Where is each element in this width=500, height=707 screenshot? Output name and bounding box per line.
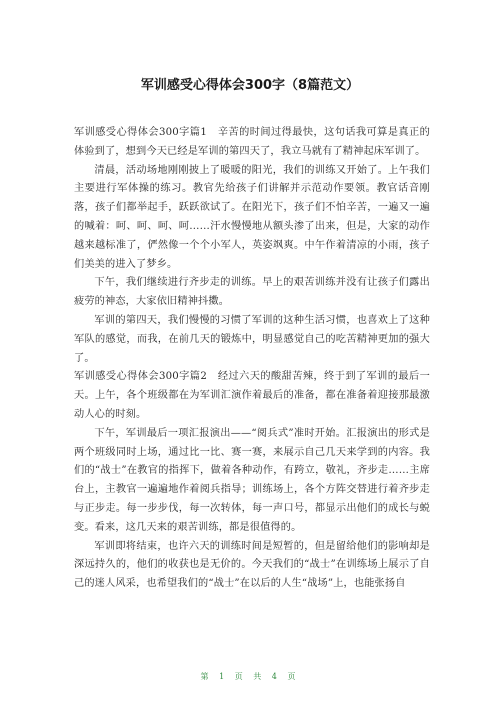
paragraph-3: 下午，我们继续进行齐步走的训练。早上的艰苦训练并没有让孩子们露出疲劳的神态，大家依旧精神抖擞。 <box>74 277 430 308</box>
paragraph-5: 军训感受心得体会300字篇2 经过六天的酸甜苦辣，终于到了军训的最后一天。上午，各个班级都在为军训汇演作着最后的准备，都在准备着迎接那最激动人心的时刻。 <box>74 371 430 420</box>
paragraph-2: 清晨，活动场地刚刚披上了暖暖的阳光，我们的训练又开始了。上午我们主要进行军体操的练习。教官先给孩子们讲解并示范动作要领。教官话音刚落，孩子们都举起手，跃跃欲试了。在阳光下，孩子们不怕辛苦，一遍又一遍的喊着：呵、呵、呵、呵……汗水慢慢地从额头渗了出来，但是，大家的动作越来越标准了，俨然像一个个小军人，英姿飒爽。中午作着清凉的小雨，孩子们美美的进入了梦乡。 <box>74 164 430 270</box>
page-number-footer: 第 1 页 共 4 页 <box>200 672 300 681</box>
paragraph-1: 军训感受心得体会300字篇1 辛苦的时间过得最快，这句话我可算是真正的体验到了，想到今天已经是军训的第四天了，我立马就有了精神起床军训了。 <box>74 127 430 157</box>
document-body <box>74 124 430 594</box>
paragraph-6: 下午，军训最后一项汇报演出——“阅兵式”准时开始。汇报演出的形式是两个班级同时上场，通过比一比、赛一赛，来展示自己几天来学到的内容。我们的“战士”在教官的指挥下，做着各种动作，有跨立，敬礼，齐步走……主席台上，主教官一遍遍地作着阅兵指导；训练场上，各个方阵交替进行着齐步走与正步走。每一步步伐，每一次转体，每一声口号，都显示出他们的成长与蜕变。看来，这几天来的艰苦训练，都是很值得的。 <box>74 427 430 533</box>
paragraph-4: 军训的第四天，我们慢慢的习惯了军训的这种生活习惯，也喜欢上了这种军队的感觉，而我，在前几天的锻炼中，明显感觉自己的吃苦精神更加的强大了。 <box>74 314 430 364</box>
paragraph-7: 军训即将结束，也许六天的训练时间是短暂的，但是留给他们的影响却是深远持久的，他们的收获也是无价的。今天我们的“战士”在训练场上展示了自己的迷人风采，也希望我们的“战士”在以后的人生“战场”上，也能张扬自 <box>74 540 430 590</box>
document-title: 军训感受心得体会300字（8篇范文） <box>140 78 360 93</box>
